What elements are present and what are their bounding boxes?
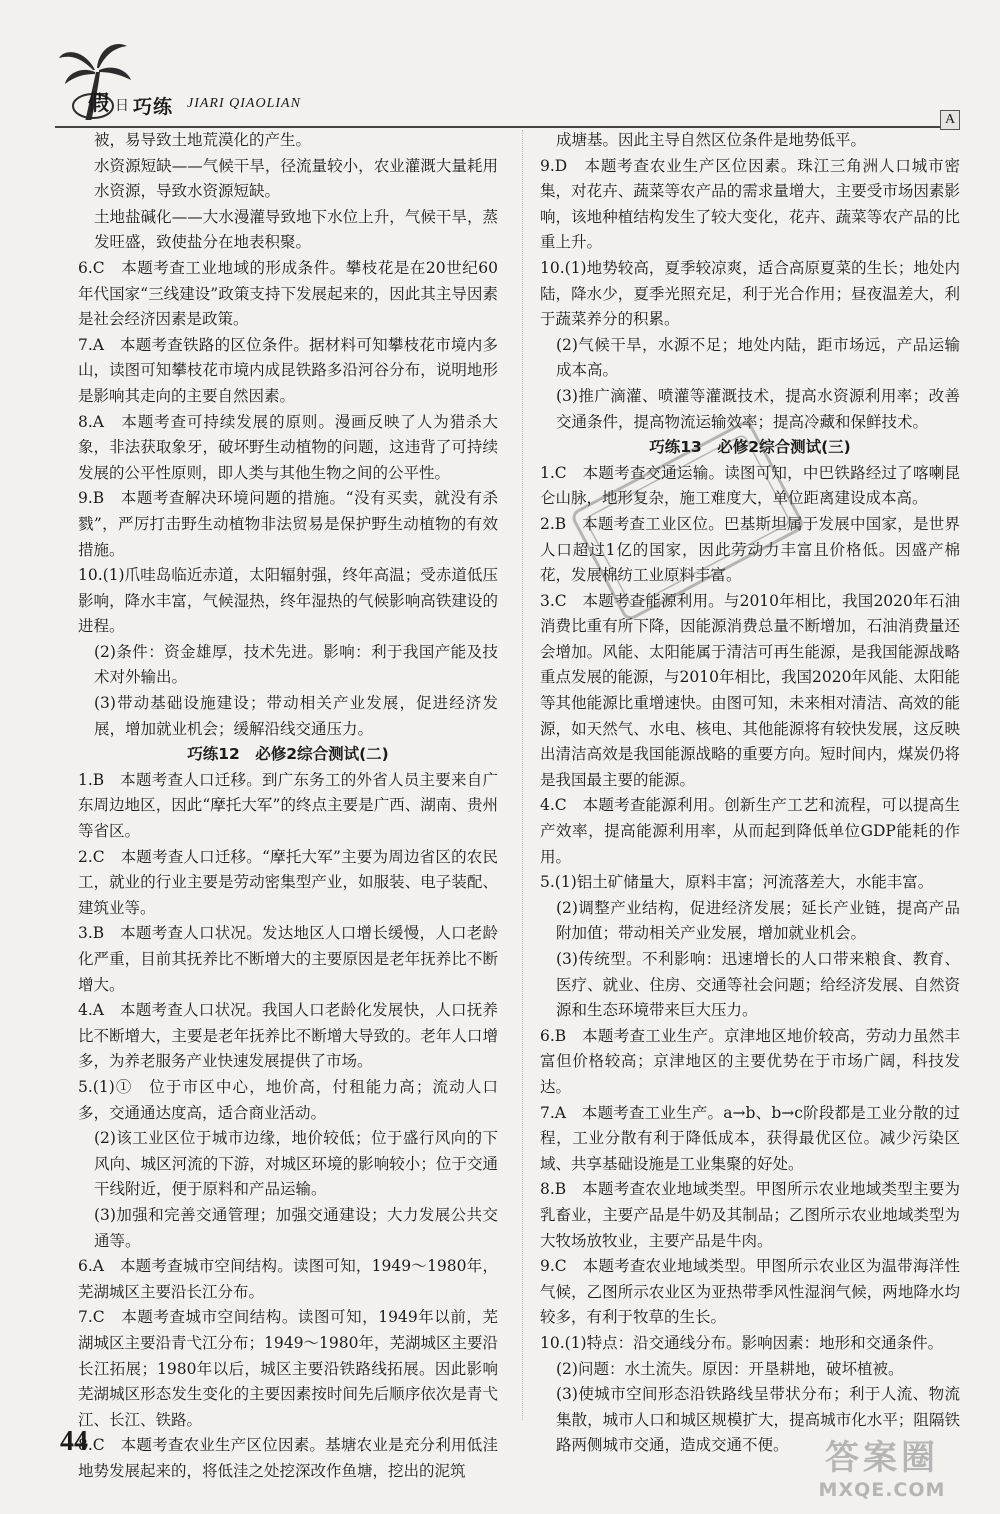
answer-paragraph: 9.B 本题考查解决环境问题的措施。“没有买卖，就没有杀戮”，严厉打击野生动植物非法贸易是保护野生动植物的有效措施。 (78, 489, 498, 559)
answer-paragraph: (3)加强和完善交通管理；加强交通建设；大力发展公共交通等。 (94, 1205, 498, 1250)
answer-paragraph: 水资源短缺——气候干旱，径流量较小，农业灌溉大量耗用水资源，导致水资源短缺。 (94, 156, 498, 201)
column-divider (522, 130, 523, 1420)
answer-paragraph: 9.D 本题考查农业生产区位因素。珠江三角洲人口城市密集，对花卉、蔬菜等农产品的需求量增大，主要受市场因素影响，该地种植结构发生了较大变化，花卉、蔬菜等农产品的比重上升。 (540, 156, 960, 252)
answer-paragraph: 4.A 本题考查人口状况。我国人口老龄化发展快，人口抚养比不断增大，主要是老年抚养比不断增大导致的。老年人口增多，为养老服务产业快速发展提供了市场。 (78, 1001, 498, 1071)
answer-paragraph: 2.B 本题考查工业区位。巴基斯坦属于发展中国家，是世界人口超过1亿的国家，因此劳动力丰富且价格低。因盛产棉花，发展棉纺工业原料丰富。 (540, 514, 960, 585)
site-watermark (782, 1430, 982, 1500)
brand-qiaolian: 巧练 (133, 96, 174, 118)
watermark-url: MXQE.COM (818, 1479, 946, 1501)
right-column (540, 128, 960, 1459)
answer-paragraph: 8.A 本题考查可持续发展的原则。漫画反映了人为猎杀大象，非法获取象牙，破坏野生动植物的问题，这违背了可持续发展的公平性原则，即人类与其他生物之间的公平性。 (78, 412, 498, 482)
answer-paragraph: 8.C 本题考查农业生产区位因素。基塘农业是充分利用低洼地势发展起来的，将低洼之处挖深改作鱼塘，挖出的泥筑 (78, 1436, 498, 1480)
answer-paragraph: 6.C 本题考查工业地域的形成条件。攀枝花是在20世纪60年代国家“三线建设”政策支持下发展起来的，因此其主导因素是社会经济因素是政策。 (78, 258, 498, 329)
answer-paragraph: (2)条件：资金雄厚，技术先进。影响：利于我国产能及技术对外输出。 (94, 642, 498, 687)
brand-pinyin: JIARI QIAOLIAN (187, 96, 301, 111)
brand-ri: 日 (115, 98, 129, 114)
answer-paragraph: (2)该工业区位于城市边缘，地价较低；位于盛行风向的下风向、城区河流的下游，对城区环境的影响较小；位于交通干线附近，便于原料和产品运输。 (94, 1129, 498, 1199)
answer-paragraph: 3.C 本题考查能源利用。与2010年相比，我国2020年石油消费比重有所下降，因能源消费总量不断增加，石油消费量还会增加。风能、太阳能属于清洁可再生能源，是我国能源战略重点发展的能源，与2010年相比，我国2020年风能、太阳能等其他能源比重增速快。由图可知，未来相对清洁、高效的能源，如天然气、水电、核电、其他能源将有较快发展，这反映出清洁高效是我国能源战略的重要方向。短时间内，煤炭仍将是我国最主要的能源。 (540, 591, 960, 789)
left-column (78, 128, 498, 1484)
answer-paragraph: 10.(1)特点：沿交通线分布。影响因素：地形和交通条件。 (540, 1333, 944, 1352)
answer-paragraph: 3.B 本题考查人口状况。发达地区人口增长缓慢，人口老龄化严重，目前其抚养比不断增大的主要原因是老年抚养比不断增大。 (78, 924, 498, 994)
page-tag: A (940, 110, 960, 130)
answer-paragraph: 7.C 本题考查城市空间结构。读图可知，1949年以前，芜湖城区主要沿青弋江分布；1949～1980年，芜湖城区主要沿长江拓展；1980年以后，城区主要沿铁路线拓展。因此影响芜湖城区形态发生变化的主要因素按时间先后顺序依次是青弋江、长江、铁路。 (78, 1308, 498, 1429)
answer-paragraph: 土地盐碱化——大水漫灌导致地下水位上升，气候干旱，蒸发旺盛，致使盐分在地表积聚。 (94, 207, 498, 252)
answer-paragraph: 7.A 本题考查铁路的区位条件。据材料可知攀枝花市境内多山，读图可知攀枝花市境内成昆铁路多沿河谷分布，说明地形是影响其走向的主要自然因素。 (78, 335, 498, 405)
answer-paragraph: (3)推广滴灌、喷灌等灌溉技术，提高水资源利用率；改善交通条件，提高物流运输效率；提高冷藏和保鲜技术。 (556, 386, 960, 431)
answer-paragraph: (3)带动基础设施建设；带动相关产业发展，促进经济发展，增加就业机会；缓解沿线交通压力。 (94, 694, 498, 738)
answer-paragraph: 9.C 本题考查农业地域类型。甲图所示农业区为温带海洋性气候，乙图所示农业区为亚热带季风性湿润气候，两地降水均较多，有利于牧草的生长。 (540, 1257, 960, 1327)
answer-paragraph: 4.C 本题考查能源利用。创新生产工艺和流程，可以提高生产效率，提高能源利用率，从而起到降低单位GDP能耗的作用。 (540, 796, 960, 866)
answer-paragraph: 被，易导致土地荒漠化的产生。 (94, 131, 312, 149)
answer-paragraph: 2.C 本题考查人口迁移。“摩托大军”主要为周边省区的农民工，就业的行业主要是劳动密集型产业，如服装、电子装配、建筑业等。 (78, 847, 498, 917)
answer-paragraph: (3)传统型。不利影响：迅速增长的人口带来粮食、教育、医疗、就业、住房、交通等社会问题；给经济发展、自然资源和生态环境带来巨大压力。 (556, 950, 960, 1020)
answer-paragraph: 5.(1)铝土矿储量大，原料丰富；河流落差大，水能丰富。 (540, 873, 934, 892)
answer-paragraph: 8.B 本题考查农业地域类型。甲图所示农业地域类型主要为乳畜业，主要产品是牛奶及其制品；乙图所示农业地域类型为大牧场放牧业，主要产品是牛肉。 (540, 1180, 960, 1250)
answer-paragraph: 10.(1)爪哇岛临近赤道，太阳辐射强，终年高温；受赤道低压影响，降水丰富，气候湿热，终年湿热的气候影响高铁建设的进程。 (78, 566, 498, 636)
answer-paragraph: 7.A 本题考查工业生产。a→b、b→c阶段都是工业分散的过程，工业分散有利于降低成本，获得最优区位。减少污染区域、共享基础设施是工业集聚的好处。 (540, 1103, 960, 1173)
page-number: 44 (60, 1426, 88, 1457)
answer-paragraph: 10.(1)地势较高，夏季较凉爽，适合高原夏菜的生长；地处内陆，降水少，夏季光照充足，利于光合作用；昼夜温差大，利于蔬菜养分的积累。 (540, 258, 960, 329)
answer-paragraph: (2)问题：水土流失。原因：开垦耕地，破坏植被。 (556, 1359, 904, 1378)
section-heading: 巧练12 必修2综合测试(二) (187, 745, 389, 764)
section-heading: 巧练13 必修2综合测试(三) (649, 438, 851, 457)
page-header (55, 40, 960, 127)
brand-jia: 假 (88, 90, 109, 115)
answer-paragraph: (2)调整产业结构，促进经济发展；延长产业链，提高产品附加值；带动相关产业发展，增加就业机会。 (556, 898, 960, 943)
answer-paragraph: 成塘基。因此主导自然区位条件是地势低平。 (556, 131, 867, 149)
answer-paragraph: 1.C 本题考查交通运输。读图可知，中巴铁路经过了喀喇昆仑山脉，地形复杂，施工难度大，单位距离建设成本高。 (540, 463, 960, 508)
answer-paragraph: 1.B 本题考查人口迁移。到广东务工的外省人员主要来自广东周边地区，因此“摩托大军”的终点主要是广西、湖南、贵州等省区。 (78, 770, 498, 841)
answer-paragraph: 6.B 本题考查工业生产。京津地区地价较高，劳动力虽然丰富但价格较高；京津地区的主要优势在于市场广阔，科技发达。 (540, 1026, 960, 1096)
watermark-text: 答案圈 (825, 1438, 939, 1478)
answer-paragraph: 6.A 本题考查城市空间结构。读图可知，1949～1980年，芜湖城区主要沿长江分布。 (78, 1257, 498, 1301)
answer-paragraph: (2)气候干旱，水源不足；地处内陆，距市场远，产品运输成本高。 (556, 335, 960, 380)
answer-paragraph: (3)使城市空间形态沿铁路线呈带状分布；利于人流、物流集散，城市人口和城区规模扩大，提高城市化水平；阻隔铁路两侧城市交通，造成交通不便。 (556, 1385, 960, 1455)
answer-paragraph: 5.(1)① 位于市区中心，地价高，付租能力高；流动人口多，交通通达度高，适合商业活动。 (78, 1077, 498, 1122)
